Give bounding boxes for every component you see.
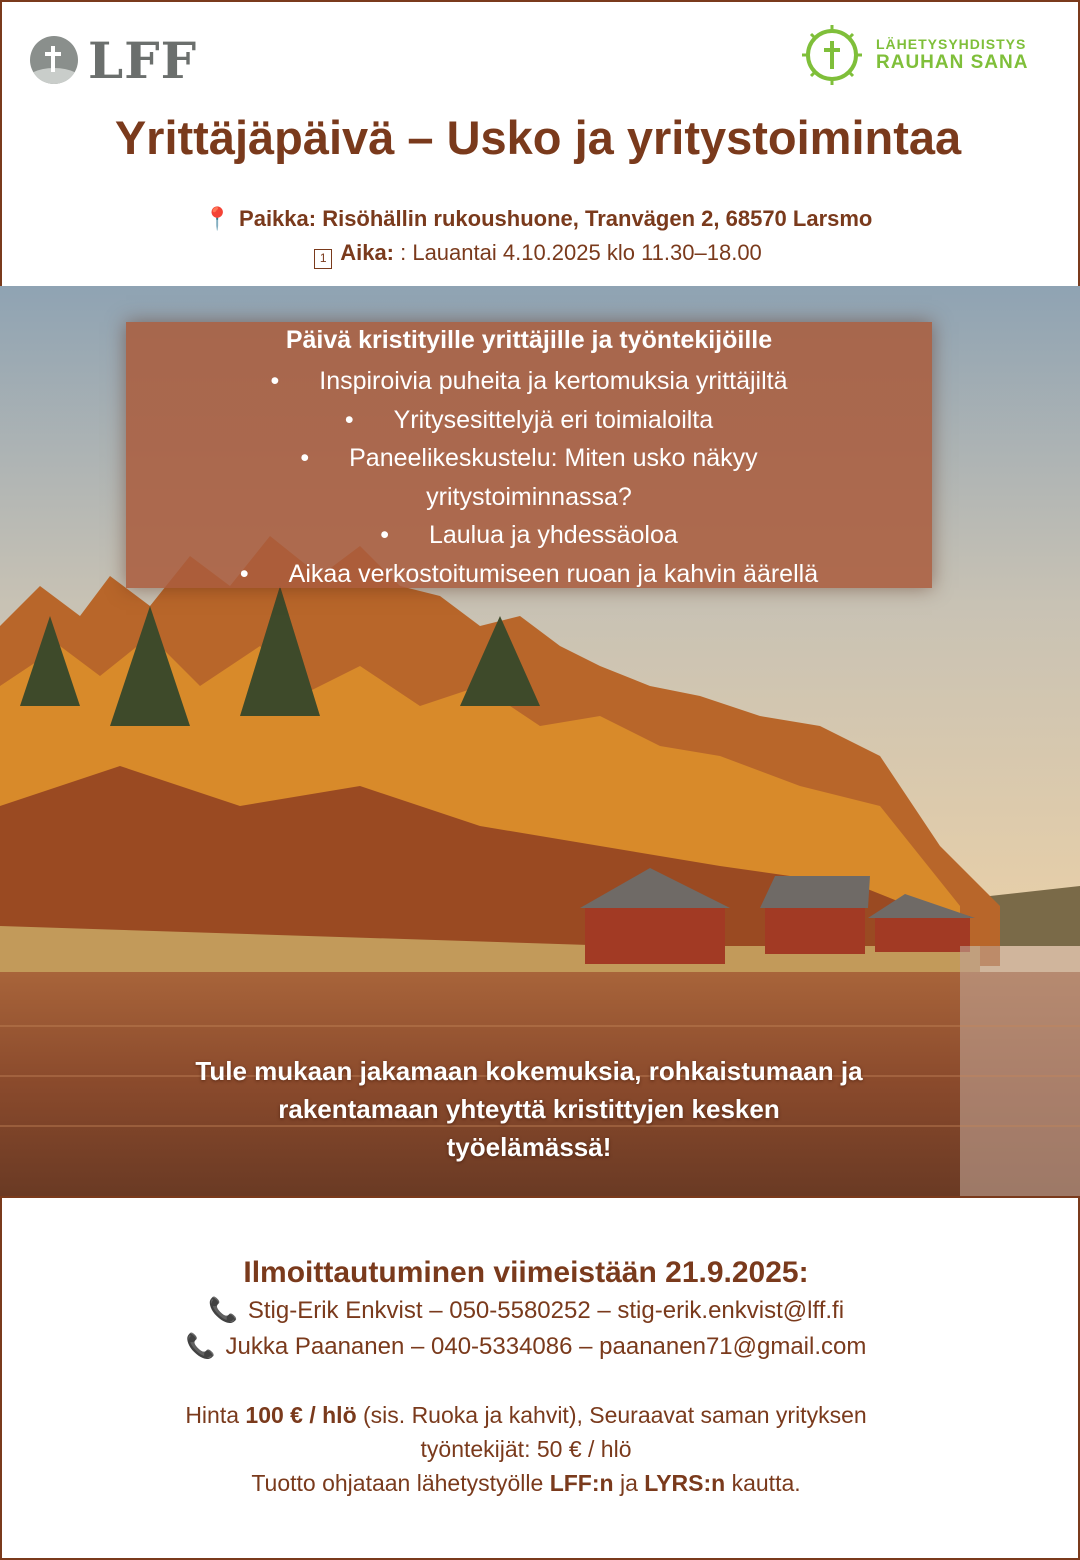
event-place [0,206,1076,232]
call-to-action [126,1052,932,1166]
program-item: • Aikaa verkostoitumiseen ruoan ja kahvin äärellä [126,555,932,594]
cta-line: Tule mukaan jakamaan kokemuksia, rohkaistumaan ja [195,1056,863,1086]
price-line-1 [0,1398,1052,1432]
price-text: Hinta [185,1402,246,1428]
rs-logo-line2: RAUHAN SANA [876,52,1029,74]
registration-title: Ilmoittautuminen viimeistään 21.9.2025: [243,1256,809,1289]
event-time [0,240,1076,269]
org-lyrs: LYRS:n [644,1470,726,1496]
contact-row [0,1296,1052,1325]
program-item: • Inspiroivia puheita ja kertomuksia yrittäjiltä [126,362,932,401]
lff-logo-text: LFF [88,30,198,90]
price-line-3 [0,1466,1052,1500]
rauhan-sana-logo [800,20,1040,90]
phone-icon: 📞 [207,1297,238,1324]
contact-row [0,1332,1052,1361]
price-text: Tuotto ohjataan lähetystyölle [251,1470,550,1496]
program-item: • Yritysesittelyjä eri toimialoilta [126,401,932,440]
rs-logo-line1: LÄHETYSYHDISTYS [876,36,1027,53]
map-pin-icon: 📍 [203,206,232,231]
price-text: ja [613,1470,645,1496]
cta-line: työelämässä! [446,1132,612,1162]
lff-logo [30,30,210,90]
org-lff: LFF:n [549,1470,614,1496]
price-text: (sis. Ruoka ja kahvit), Seuraavat saman yrityksen [356,1402,867,1428]
program-item: • Paneelikeskustelu: Miten usko näkyy [126,439,932,478]
program-list [126,362,932,593]
event-place-text: Paikka: Risöhällin rukoushuone, Tranvägen 2, 68570 Larsmo [239,206,873,231]
price-amount: 100 € / hlö [245,1402,357,1428]
phone-icon: 📞 [185,1333,216,1360]
page-title: Yrittäjäpäivä – Usko ja yritystoimintaa [114,111,962,164]
program-heading: Päivä kristityille yrittäjille ja työntekijöille [285,326,773,354]
price-text: kautta. [725,1470,801,1496]
price-line-2: työntekijät: 50 € / hlö [420,1436,632,1462]
program-item-continuation: yritystoiminnassa? [426,482,632,511]
program-item: • Laulua ja yhdessäoloa [126,516,932,555]
price-info [0,1398,1052,1500]
calendar-icon: 1 [314,249,332,269]
contact-text[interactable]: Stig-Erik Enkvist – 050-5580252 – stig-erik.enkvist@lff.fi [247,1297,845,1324]
event-time-label: Aika: [340,240,394,265]
cta-line: rakentamaan yhteyttä kristittyjen kesken [278,1094,780,1124]
registration-section [2,1196,1078,1558]
lff-cross-icon [30,36,78,84]
event-time-text: : Lauantai 4.10.2025 klo 11.30–18.00 [394,240,762,265]
crown-of-thorns-icon [800,23,864,87]
contact-text[interactable]: Jukka Paananen – 040-5334086 – paananen71@gmail.com [225,1333,867,1360]
